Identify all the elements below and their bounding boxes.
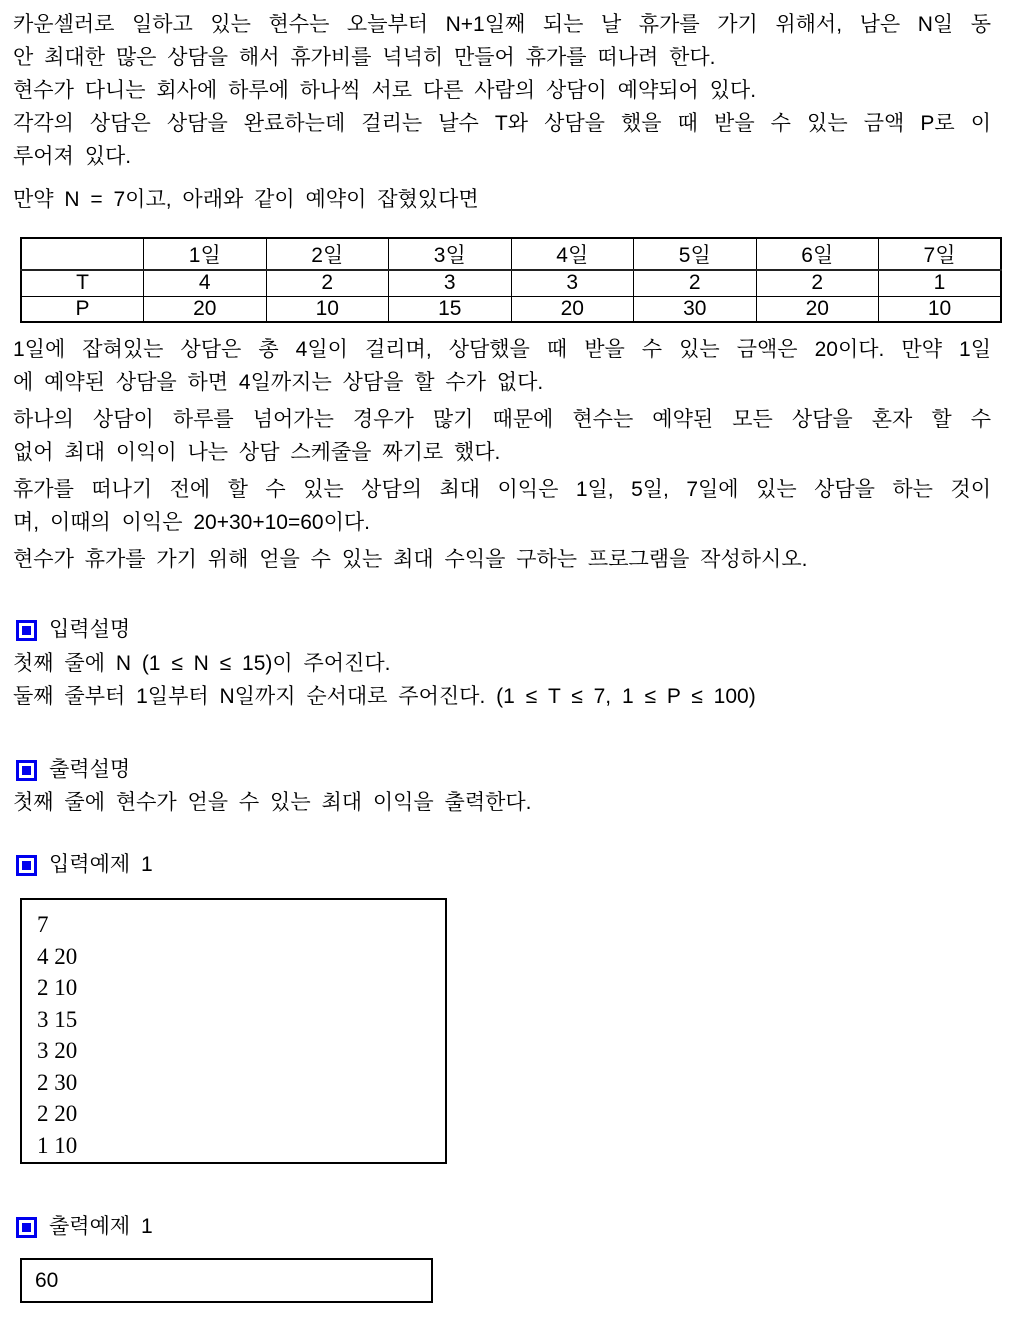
sample-input-line: 4 20 — [37, 943, 78, 969]
table-cell: 20 — [511, 296, 634, 322]
day-header: 1일 — [144, 238, 267, 270]
text-line: 루어져 있다. — [13, 145, 132, 168]
section-title: 입력예제 1 — [49, 853, 153, 876]
table-row-T — [21, 270, 1001, 296]
sample-input-line: 3 15 — [37, 1006, 78, 1032]
text-line: 없어 최대 이익이 나는 상담 스케줄을 짜기로 했다. — [13, 441, 501, 464]
table-cell: 20 — [756, 296, 879, 322]
input-desc-body — [13, 647, 991, 713]
explain-paragraph-b — [13, 403, 991, 469]
text-line: 에 예약된 상담을 하면 4일까지는 상담을 할 수가 없다. — [13, 371, 544, 394]
schedule-table — [20, 237, 1002, 323]
text-line: 첫째 줄에 N (1 ≤ N ≤ 15)이 주어진다. — [13, 652, 391, 675]
sample-input-line: 2 30 — [37, 1069, 78, 1095]
text-line: 현수가 다니는 회사에 하루에 하나씩 서로 다른 사람의 상담이 예약되어 있다. — [13, 79, 757, 102]
text-line: 며, 이때의 이익은 20+30+10=60이다. — [13, 511, 370, 534]
text-line: 만약 N = 7이고, 아래와 같이 예약이 잡혔있다면 — [13, 188, 479, 211]
row-label: P — [21, 296, 144, 322]
table-cell: 3 — [389, 270, 512, 296]
intro-paragraph-c — [13, 107, 991, 173]
blue-square-bullet-icon — [16, 760, 37, 781]
input-example-box — [20, 898, 447, 1164]
output-desc-body — [13, 786, 991, 819]
explain-paragraph-a — [13, 333, 991, 399]
table-cell: 2 — [634, 270, 757, 296]
sample-input-line: 7 — [37, 912, 49, 937]
table-cell: 4 — [144, 270, 267, 296]
day-header: 4일 — [511, 238, 634, 270]
text-line: 안 최대한 많은 상담을 해서 휴가비를 넉넉히 만들어 휴가를 떠나려 한다. — [13, 46, 716, 69]
table-row-P — [21, 296, 1001, 322]
text-line: 휴가를 떠나기 전에 할 수 있는 상담의 최대 이익은 1일, 5일, 7일에 있는 상담을 하는 것이 — [13, 478, 991, 501]
day-header: 7일 — [879, 238, 1002, 270]
sample-input-line: 1 10 — [37, 1132, 78, 1158]
text-line: 각각의 상담은 상담을 완료하는데 걸리는 날수 T와 상담을 했을 때 받을 수 있는 금액 P로 이 — [13, 112, 991, 135]
sample-input-line: 2 20 — [37, 1101, 78, 1126]
text-line: 카운셀러로 일하고 있는 현수는 오늘부터 N+1일째 되는 날 휴가를 가기 위해서, 남은 N일 동 — [13, 13, 991, 36]
intro-paragraph-b — [13, 74, 991, 107]
input-desc-header — [16, 613, 130, 647]
day-header: 6일 — [756, 238, 879, 270]
day-header: 5일 — [634, 238, 757, 270]
output-desc-header — [16, 753, 130, 787]
section-title: 출력예제 1 — [49, 1215, 153, 1238]
sample-input-line: 2 10 — [37, 975, 78, 1000]
section-title: 출력설명 — [49, 758, 131, 781]
blue-square-bullet-icon — [16, 1217, 37, 1238]
text-line: 둘째 줄부터 1일부터 N일까지 순서대로 주어진다. (1 ≤ T ≤ 7, 1 ≤ P ≤ 100) — [13, 685, 756, 708]
table-cell: 30 — [634, 296, 757, 322]
table-cell: 2 — [756, 270, 879, 296]
table-cell: 3 — [511, 270, 634, 296]
intro-paragraph-a — [13, 8, 991, 74]
output-example-header — [16, 1210, 153, 1244]
input-example-header — [16, 848, 153, 882]
text-line: 첫째 줄에 현수가 얻을 수 있는 최대 이익을 출력한다. — [13, 791, 532, 814]
text-line: 하나의 상담이 하루를 넘어가는 경우가 많기 때문에 현수는 예약된 모든 상담을 혼자 할 수 — [13, 408, 991, 431]
table-cell: 20 — [144, 296, 267, 322]
table-header-row — [21, 238, 1001, 270]
table-cell: 1 — [879, 270, 1002, 296]
blue-square-bullet-icon — [16, 855, 37, 876]
text-line: 1일에 잡혀있는 상담은 총 4일이 걸리며, 상담했을 때 받을 수 있는 금액은 20이다. 만약 1일 — [13, 338, 991, 361]
section-title: 입력설명 — [49, 618, 131, 641]
blue-square-bullet-icon — [16, 620, 37, 641]
text-line: 현수가 휴가를 가기 위해 얻을 수 있는 최대 수익을 구하는 프로그램을 작성하시오. — [13, 548, 808, 571]
row-label: T — [21, 270, 144, 296]
table-corner-cell — [21, 238, 144, 270]
sample-output-line: 60 — [35, 1269, 59, 1292]
table-cell: 10 — [266, 296, 389, 322]
day-header: 2일 — [266, 238, 389, 270]
sample-input-line: 3 20 — [37, 1038, 78, 1063]
explain-paragraph-c — [13, 473, 991, 539]
table-cell: 15 — [389, 296, 512, 322]
table-cell: 10 — [879, 296, 1002, 322]
day-header: 3일 — [389, 238, 512, 270]
table-cell: 2 — [266, 270, 389, 296]
output-example-box — [20, 1258, 433, 1303]
intro-paragraph-d — [13, 183, 991, 216]
task-sentence — [13, 543, 991, 576]
